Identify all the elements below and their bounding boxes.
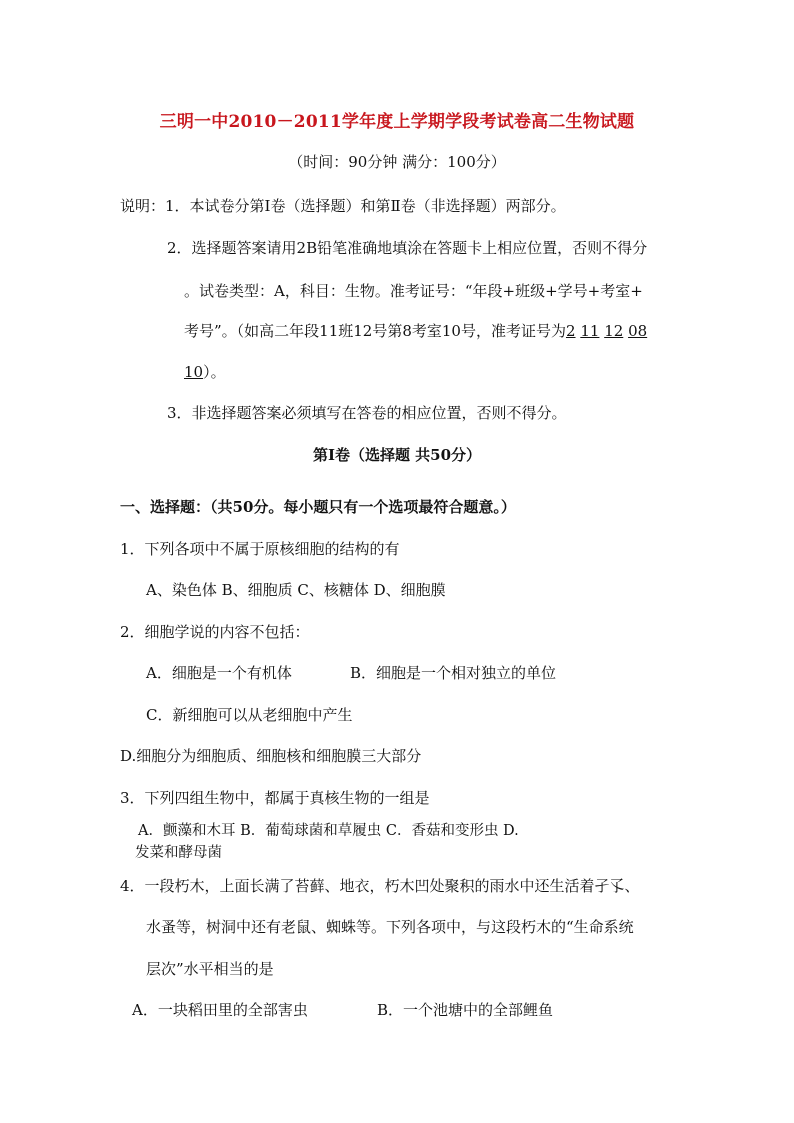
part-note: （共50分。每小题只有一个选项最符合题意。） <box>210 498 516 516</box>
question-2-option-d: D.细胞分为细胞质、细胞核和细胞膜三大部分 <box>120 747 422 765</box>
question-3-options-line-2: 发菜和酵母菌 <box>135 845 222 861</box>
exam-subtitle: （时间：90分钟 满分：100分） <box>288 153 506 171</box>
id-part: 11 <box>580 322 600 340</box>
question-4-stem-line-2: 水蚤等，树洞中还有老鼠、蜘蛛等。下列各项中，与这段朽木的“生命系统 <box>146 918 634 936</box>
id-part: 12 <box>604 322 624 340</box>
instructions-lead: 说明： <box>120 197 166 215</box>
instruction-item-2-end: ）。 <box>203 363 226 381</box>
instruction-item-3: 3．非选择题答案必须填写在答卷的相应位置，否则不得分。 <box>167 404 567 422</box>
part-heading <box>120 497 516 517</box>
instructions-line-1 <box>120 196 566 216</box>
question-4-stem-line-1: 4．一段朽木，上面长满了苔藓、地衣，朽木凹处聚积的雨水中还生活着孑孓、 <box>120 877 640 895</box>
question-1-options: A、染色体 B、细胞质 C、核糖体 D、细胞膜 <box>146 581 446 599</box>
question-2-option-a: A．细胞是一个有机体 <box>146 664 292 682</box>
id-part: 2 <box>565 322 576 340</box>
instruction-item-2-line-3 <box>184 321 647 341</box>
part-label: 一、选择题： <box>120 498 211 516</box>
section-heading: 第Ⅰ卷（选择题 共50分） <box>312 446 482 464</box>
question-2-option-b: B．细胞是一个相对独立的单位 <box>350 664 557 682</box>
question-4-option-b: B．一个池塘中的全部鲤鱼 <box>377 1001 554 1019</box>
question-2-option-c: C．新细胞可以从老细胞中产生 <box>146 706 353 724</box>
exam-title: 三明一中2010－2011学年度上学期学段考试卷高二生物试题 <box>159 112 635 132</box>
instruction-item-2-text: 考号”。（如高二年段11班12号第8考室10号，准考证号为 <box>184 322 566 340</box>
id-part: 08 <box>628 322 648 340</box>
instruction-item-2-line-1: 2．选择题答案请用2B铅笔准确地填涂在答题卡上相应位置，否则不得分 <box>167 239 648 257</box>
question-2-stem: 2．细胞学说的内容不包括： <box>120 623 310 641</box>
question-1-stem: 1．下列各项中不属于原核细胞的结构的有 <box>120 540 400 558</box>
question-4-stem-line-3: 层次”水平相当的是 <box>146 960 274 978</box>
instruction-item-2-line-2: 。试卷类型：A，科目：生物。准考证号：“年段+班级+学号+考室+ <box>184 282 643 300</box>
instruction-item-1: 1．本试卷分第Ⅰ卷（选择题）和第Ⅱ卷（非选择题）两部分。 <box>165 197 566 215</box>
question-3-options-line-1: A．颤藻和木耳 B．葡萄球菌和草履虫 C．香菇和变形虫 D. <box>138 823 519 839</box>
question-3-stem: 3．下列四组生物中，都属于真核生物的一组是 <box>120 789 430 807</box>
instruction-item-2-line-4 <box>184 362 226 382</box>
id-part: 10 <box>184 363 204 381</box>
question-4-option-a: A．一块稻田里的全部害虫 <box>132 1001 308 1019</box>
